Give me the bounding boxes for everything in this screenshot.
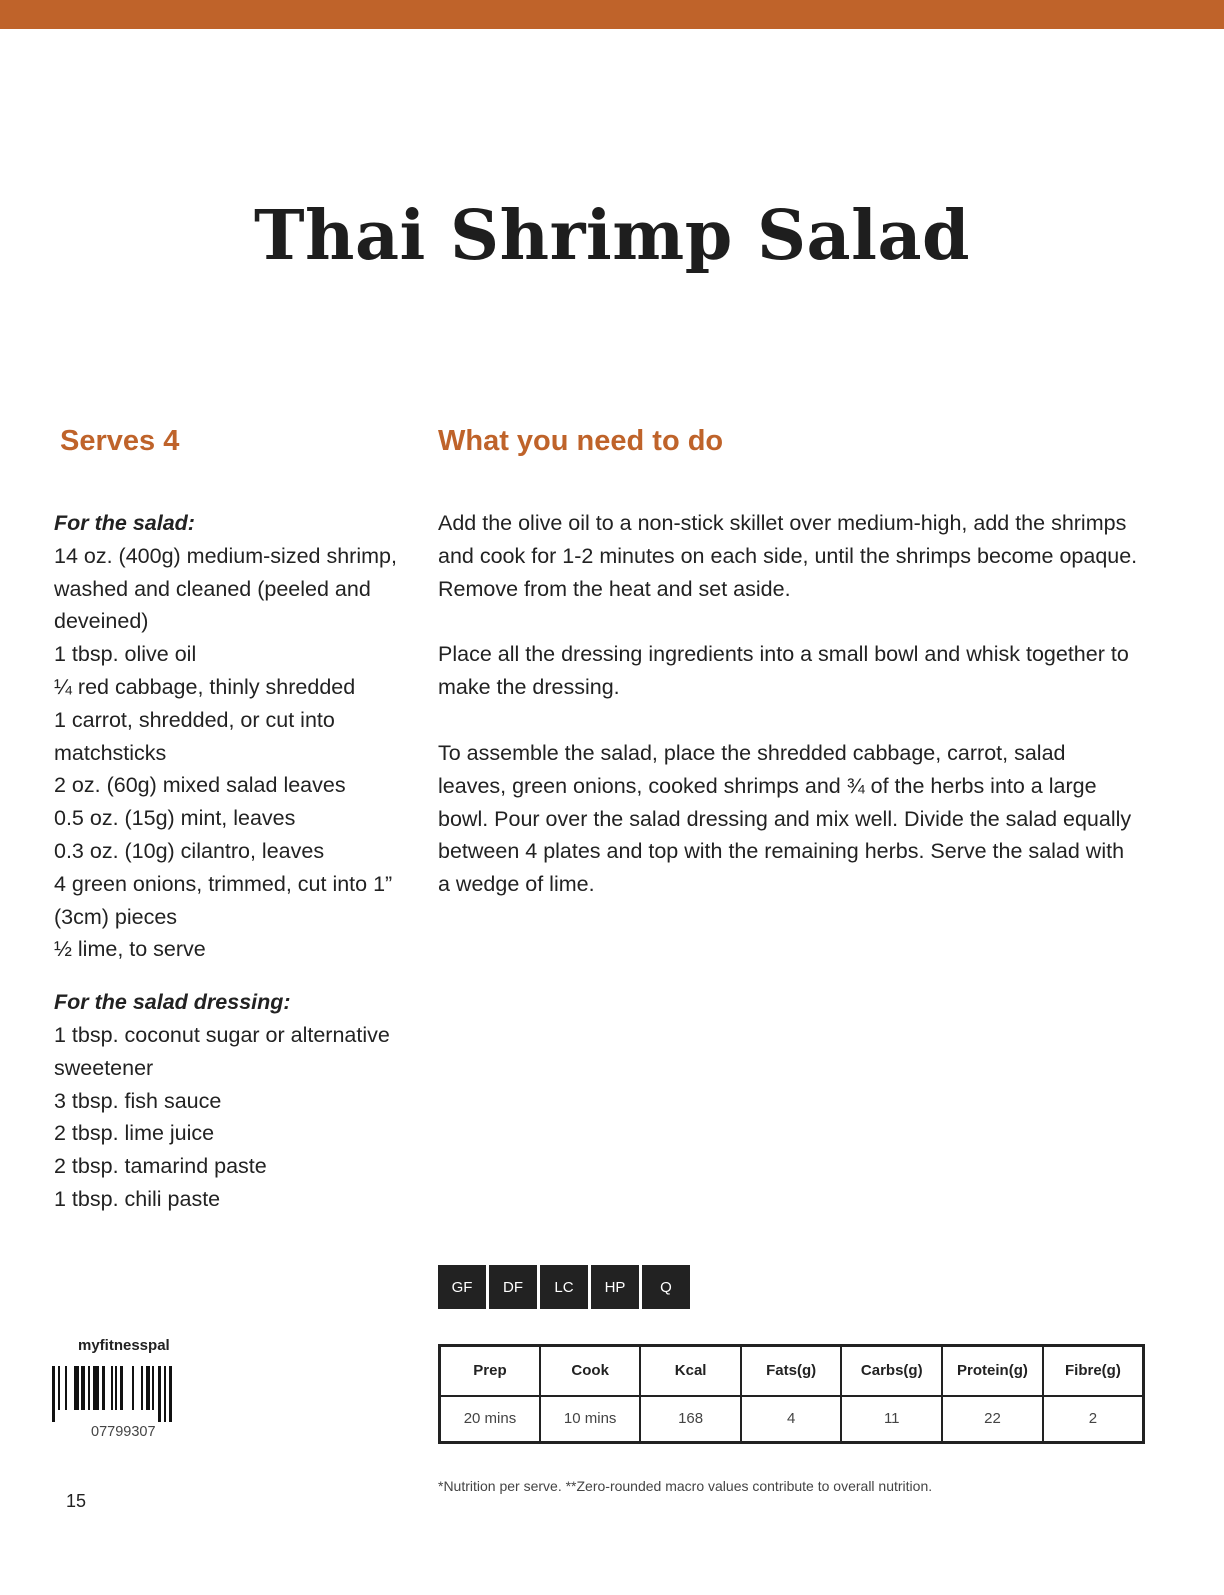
nutrition-value: 22 <box>942 1396 1043 1443</box>
recipe-title: Thai Shrimp Salad <box>253 196 971 276</box>
diet-badges <box>438 1265 690 1309</box>
ingredient-item: 2 tbsp. lime juice <box>54 1121 215 1146</box>
nutrition-value: 11 <box>841 1396 942 1443</box>
ingredient-item: 3 tbsp. fish sauce <box>54 1088 222 1113</box>
serves-heading: Serves 4 <box>60 425 180 457</box>
nutrition-value: 168 <box>640 1396 740 1443</box>
top-accent-bar <box>0 0 1224 29</box>
method-step: To assemble the salad, place the shredded cabbage, carrot, salad leaves, green onions, cooked shrimps and ¾ of the herbs into a large bowl. Pour over the salad dressing and mix well. Divide the salad equally between 4 plates and top with the remaining herbs. Serve the salad with a wedge of lime. <box>438 740 1132 897</box>
dressing-heading: For the salad dressing: <box>54 990 291 1015</box>
nutrition-header: Protein(g) <box>942 1346 1043 1396</box>
method-steps <box>438 507 1138 934</box>
nutrition-header: Kcal <box>640 1346 740 1396</box>
diet-badge: LC <box>540 1265 588 1309</box>
nutrition-header: Cook <box>540 1346 640 1396</box>
nutrition-value: 20 mins <box>440 1396 540 1443</box>
page-number: 15 <box>66 1491 87 1511</box>
ingredient-item: 14 oz. (400g) medium-sized shrimp, washed and cleaned (peeled and deveined) <box>54 543 397 634</box>
nutrition-header: Fats(g) <box>741 1346 842 1396</box>
nutrition-header: Carbs(g) <box>841 1346 942 1396</box>
ingredient-item: 2 tbsp. tamarind paste <box>54 1154 267 1179</box>
method-step: Add the olive oil to a non-stick skillet over medium-high, add the shrimps and cook for 1-2 minutes on each side, until the shrimps become opaque. Remove from the heat and set aside. <box>438 511 1138 601</box>
nutrition-value: 4 <box>741 1396 842 1443</box>
ingredient-item: ½ lime, to serve <box>54 937 206 962</box>
method-heading: What you need to do <box>438 425 724 457</box>
method-step: Place all the dressing ingredients into a small bowl and whisk together to make the dressing. <box>438 642 1129 700</box>
diet-badge: DF <box>489 1265 537 1309</box>
nutrition-table <box>438 1344 1145 1444</box>
ingredient-item: 2 oz. (60g) mixed salad leaves <box>54 773 346 798</box>
salad-heading: For the salad: <box>54 511 195 535</box>
ingredient-item: 0.3 oz. (10g) cilantro, leaves <box>54 838 325 863</box>
diet-badge: Q <box>642 1265 690 1309</box>
nutrition-header: Prep <box>440 1346 540 1396</box>
ingredient-item: ¼ red cabbage, thinly shredded <box>54 674 356 699</box>
nutrition-header: Fibre(g) <box>1043 1346 1144 1396</box>
nutrition-value: 2 <box>1043 1396 1144 1443</box>
nutrition-value: 10 mins <box>540 1396 640 1443</box>
ingredient-item: 1 carrot, shredded, or cut into matchsticks <box>54 707 335 765</box>
ingredient-item: 4 green onions, trimmed, cut into 1” (3cm) pieces <box>54 871 393 929</box>
diet-badge: GF <box>438 1265 486 1309</box>
brand-label: myfitnesspal <box>78 1337 170 1354</box>
nutrition-note: *Nutrition per serve. **Zero-rounded macro values contribute to overall nutrition. <box>438 1478 933 1494</box>
ingredient-item: 1 tbsp. olive oil <box>54 642 197 667</box>
ingredient-item: 0.5 oz. (15g) mint, leaves <box>54 806 296 831</box>
barcode-icon <box>52 1366 204 1422</box>
ingredient-item: 1 tbsp. coconut sugar or alternative sweetener <box>54 1022 390 1080</box>
ingredients <box>54 507 414 1216</box>
ingredient-item: 1 tbsp. chili paste <box>54 1186 221 1211</box>
barcode-number: 07799307 <box>91 1424 156 1440</box>
diet-badge: HP <box>591 1265 639 1309</box>
